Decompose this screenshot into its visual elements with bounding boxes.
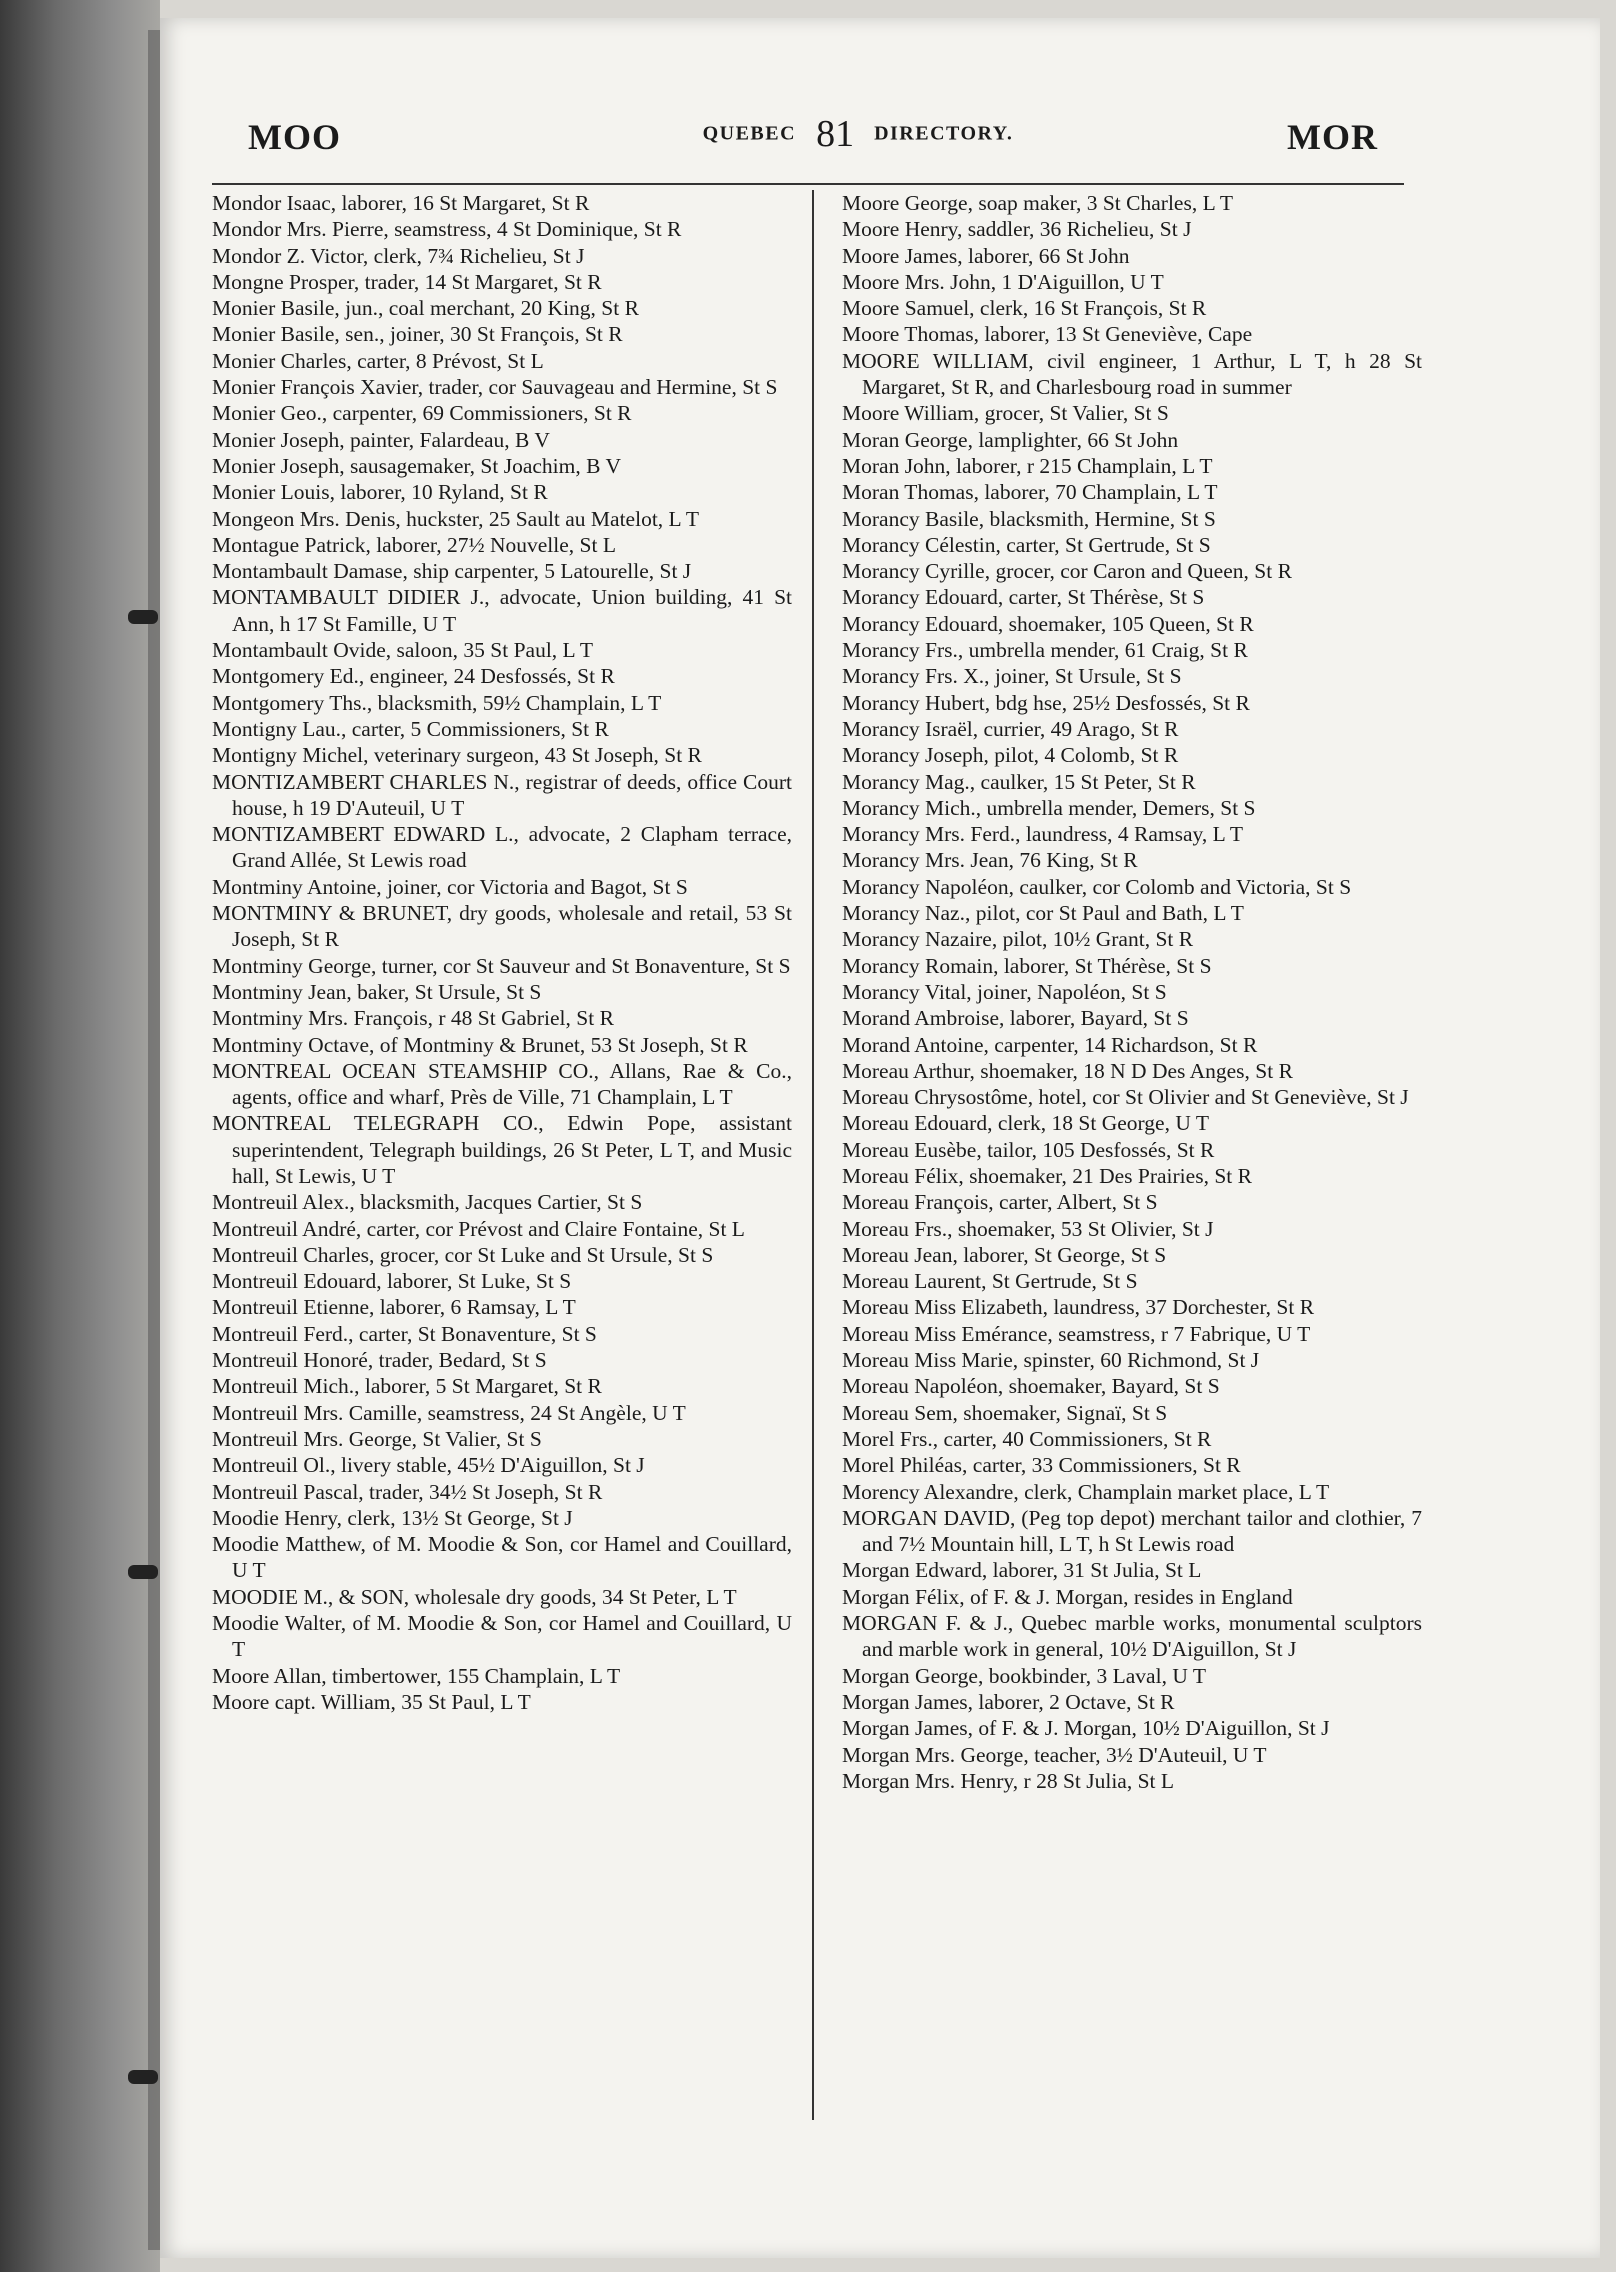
running-title	[638, 112, 1078, 156]
directory-entry: Montgomery Ed., engineer, 24 Desfossés, St R	[212, 664, 615, 689]
directory-entry: Montreuil Edouard, laborer, St Luke, St S	[212, 1269, 572, 1294]
directory-entry: Morancy Romain, laborer, St Thérèse, St S	[842, 953, 1212, 978]
binding-clip-mark	[128, 2070, 158, 2084]
left-column	[212, 190, 792, 1715]
book-spine	[0, 0, 160, 2272]
directory-entry: Morancy Napoléon, caulker, cor Colomb and Victoria, St S	[842, 874, 1352, 899]
directory-entry: Morgan George, bookbinder, 3 Laval, U T	[842, 1663, 1206, 1688]
directory-entry: Mongeon Mrs. Denis, huckster, 25 Sault au Matelot, L T	[212, 506, 700, 531]
right-guide-word: MOR	[1287, 117, 1378, 157]
directory-entry: Moreau Napoléon, shoemaker, Bayard, St S	[842, 1374, 1220, 1399]
directory-entry: Monier Basile, sen., joiner, 30 St François, St R	[212, 322, 623, 347]
directory-entry: Moore capt. William, 35 St Paul, L T	[212, 1689, 531, 1714]
directory-entry: MONTIZAMBERT CHARLES N., registrar of deeds, office Court house, h 19 D'Auteuil, U T	[212, 769, 792, 820]
directory-entry: Morancy Basile, blacksmith, Hermine, St S	[842, 506, 1216, 531]
directory-entry: Montreuil Mrs. George, St Valier, St S	[212, 1426, 542, 1451]
directory-entry: Montgomery Ths., blacksmith, 59½ Champlain, L T	[212, 690, 662, 715]
directory-entry: Monier Louis, laborer, 10 Ryland, St R	[212, 480, 548, 505]
directory-entry: Morancy Nazaire, pilot, 10½ Grant, St R	[842, 927, 1194, 952]
directory-entry: Mondor Mrs. Pierre, seamstress, 4 St Dominique, St R	[212, 217, 682, 242]
running-title-word: DIRECTORY.	[874, 122, 1014, 145]
directory-entry: Monier Joseph, painter, Falardeau, B V	[212, 427, 550, 452]
directory-entry: MONTIZAMBERT EDWARD L., advocate, 2 Clapham terrace, Grand Allée, St Lewis road	[212, 822, 792, 873]
directory-entry: Morgan James, laborer, 2 Octave, St R	[842, 1689, 1175, 1714]
directory-entry: Montminy Octave, of Montminy & Brunet, 53 St Joseph, St R	[212, 1032, 748, 1057]
directory-entry: Mondor Z. Victor, clerk, 7¾ Richelieu, St J	[212, 243, 585, 268]
directory-entry: Montminy Jean, baker, St Ursule, St S	[212, 979, 542, 1004]
directory-entry: Montreuil Etienne, laborer, 6 Ramsay, L T	[212, 1295, 576, 1320]
directory-entry: Monier Charles, carter, 8 Prévost, St L	[212, 348, 544, 373]
directory-entry: MONTREAL OCEAN STEAMSHIP CO., Allans, Rae & Co., agents, office and wharf, Près de Ville, 71 Champlain, L T	[212, 1058, 792, 1110]
directory-entry: MONTAMBAULT DIDIER J., advocate, Union building, 41 St Ann, h 17 St Famille, U T	[212, 585, 792, 636]
directory-entry: Moreau Arthur, shoemaker, 18 N D Des Anges, St R	[842, 1058, 1293, 1083]
directory-entry: Morgan Edward, laborer, 31 St Julia, St L	[842, 1558, 1202, 1583]
header-rule	[212, 183, 1404, 185]
directory-entry: Morgan Mrs. George, teacher, 3½ D'Auteuil, U T	[842, 1742, 1267, 1767]
directory-entry: Moreau Sem, shoemaker, Signaï, St S	[842, 1400, 1168, 1425]
directory-entry: Montreuil Honoré, trader, Bedard, St S	[212, 1348, 547, 1373]
directory-entry: Moreau Edouard, clerk, 18 St George, U T	[842, 1111, 1210, 1136]
directory-entry: Morand Antoine, carpenter, 14 Richardson, St R	[842, 1032, 1258, 1057]
directory-entry: Moore Thomas, laborer, 13 St Geneviève, Cape	[842, 322, 1253, 347]
directory-entry: Monier Geo., carpenter, 69 Commissioners, St R	[212, 401, 632, 426]
directory-entry: Morel Philéas, carter, 33 Commissioners, St R	[842, 1453, 1241, 1478]
directory-entry: MOORE WILLIAM, civil engineer, 1 Arthur, L T, h 28 St Margaret, St R, and Charlesbourg road in summer	[842, 348, 1422, 400]
directory-entry: Moore Mrs. John, 1 D'Aiguillon, U T	[842, 269, 1164, 294]
directory-entry: Montigny Michel, veterinary surgeon, 43 St Joseph, St R	[212, 743, 702, 768]
directory-entry: Montigny Lau., carter, 5 Commissioners, St R	[212, 716, 609, 741]
directory-entry: Moran Thomas, laborer, 70 Champlain, L T	[842, 480, 1218, 505]
directory-entry: Morancy Célestin, carter, St Gertrude, St S	[842, 532, 1211, 557]
directory-entry: Montreuil Pascal, trader, 34½ St Joseph, St R	[212, 1479, 603, 1504]
directory-entry: Moore Allan, timbertower, 155 Champlain, L T	[212, 1663, 621, 1688]
directory-entry: Morancy Israël, currier, 49 Arago, St R	[842, 716, 1179, 741]
directory-entry: Montminy George, turner, cor St Sauveur and St Bonaventure, St S	[212, 953, 791, 978]
directory-entry: MORGAN F. & J., Quebec marble works, monumental sculptors and marble work in general, 10½ D'Aiguillon, St J	[842, 1611, 1422, 1662]
directory-entry: Moreau Miss Elizabeth, laundress, 37 Dorchester, St R	[842, 1295, 1315, 1320]
directory-entry: Montambault Ovide, saloon, 35 St Paul, L T	[212, 638, 594, 663]
directory-entry: Moreau Chrysostôme, hotel, cor St Olivier and St Geneviève, St J	[842, 1085, 1409, 1110]
directory-entry: Moreau Jean, laborer, St George, St S	[842, 1242, 1167, 1267]
right-column	[842, 190, 1422, 1794]
directory-entry: Moore George, soap maker, 3 St Charles, L T	[842, 191, 1234, 215]
directory-entry: Morgan Mrs. Henry, r 28 St Julia, St L	[842, 1768, 1175, 1793]
directory-entry: Morancy Mag., caulker, 15 St Peter, St R	[842, 769, 1196, 794]
directory-entry: Morency Alexandre, clerk, Champlain market place, L T	[842, 1479, 1330, 1504]
directory-entry: Monier François Xavier, trader, cor Sauvageau and Hermine, St S	[212, 375, 778, 400]
directory-entry: Montminy Mrs. François, r 48 St Gabriel, St R	[212, 1006, 614, 1031]
running-title-city: QUEBEC	[702, 122, 797, 145]
directory-entry: Montreuil Ol., livery stable, 45½ D'Aiguillon, St J	[212, 1453, 645, 1478]
directory-entry: Morancy Edouard, shoemaker, 105 Queen, St R	[842, 611, 1254, 636]
directory-entry: Morgan James, of F. & J. Morgan, 10½ D'Aiguillon, St J	[842, 1716, 1330, 1741]
directory-entry: Mongne Prosper, trader, 14 St Margaret, St R	[212, 269, 602, 294]
directory-entry: Montreuil André, carter, cor Prévost and Claire Fontaine, St L	[212, 1216, 745, 1241]
directory-entry: Montminy Antoine, joiner, cor Victoria and Bagot, St S	[212, 874, 688, 899]
directory-entry: Montreuil Charles, grocer, cor St Luke and St Ursule, St S	[212, 1242, 714, 1267]
directory-entry: MONTREAL TELEGRAPH CO., Edwin Pope, assistant superintendent, Telegraph buildings, 26 St Peter, L T, and Music hall, St Lewis, U T	[212, 1111, 792, 1188]
directory-entry: Morancy Vital, joiner, Napoléon, St S	[842, 979, 1167, 1004]
directory-entry: Moreau Frs., shoemaker, 53 St Olivier, St J	[842, 1216, 1214, 1241]
directory-entry: Morancy Joseph, pilot, 4 Colomb, St R	[842, 743, 1179, 768]
directory-entry: Morand Ambroise, laborer, Bayard, St S	[842, 1006, 1189, 1031]
binding-clip-mark	[128, 610, 158, 624]
page-header	[248, 112, 1378, 172]
directory-entry: MOODIE M., & SON, wholesale dry goods, 34 St Peter, L T	[212, 1584, 737, 1609]
directory-entry: Moore James, laborer, 66 St John	[842, 243, 1130, 268]
directory-entry: Mondor Isaac, laborer, 16 St Margaret, St R	[212, 191, 590, 215]
directory-entry: Morancy Mrs. Jean, 76 King, St R	[842, 848, 1138, 873]
directory-entry: Morancy Frs. X., joiner, St Ursule, St S	[842, 664, 1182, 689]
directory-entry: Moodie Matthew, of M. Moodie & Son, cor Hamel and Couillard, U T	[212, 1532, 792, 1583]
left-guide-word: MOO	[248, 117, 341, 157]
directory-entry: Monier Joseph, sausagemaker, St Joachim, B V	[212, 453, 621, 478]
directory-entry: Moran George, lamplighter, 66 St John	[842, 427, 1179, 452]
directory-entry: Montreuil Ferd., carter, St Bonaventure, St S	[212, 1321, 597, 1346]
directory-entry: Moreau Miss Emérance, seamstress, r 7 Fabrique, U T	[842, 1321, 1311, 1346]
directory-entry: Montreuil Alex., blacksmith, Jacques Cartier, St S	[212, 1190, 643, 1215]
directory-entry: Morancy Edouard, carter, St Thérèse, St S	[842, 585, 1205, 610]
directory-entry: Moreau Laurent, St Gertrude, St S	[842, 1269, 1138, 1294]
directory-entry: Moreau Miss Marie, spinster, 60 Richmond, St J	[842, 1348, 1260, 1373]
directory-entry: Montreuil Mrs. Camille, seamstress, 24 St Angèle, U T	[212, 1400, 686, 1425]
directory-entry: Moore William, grocer, St Valier, St S	[842, 401, 1169, 426]
directory-entry: Morgan Félix, of F. & J. Morgan, resides in England	[842, 1584, 1293, 1609]
directory-entry: Montambault Damase, ship carpenter, 5 Latourelle, St J	[212, 559, 692, 584]
directory-entry: Montague Patrick, laborer, 27½ Nouvelle, St L	[212, 532, 616, 557]
directory-entry: Moodie Walter, of M. Moodie & Son, cor Hamel and Couillard, U T	[212, 1611, 792, 1662]
directory-entry: MONTMINY & BRUNET, dry goods, wholesale and retail, 53 St Joseph, St R	[212, 901, 792, 952]
directory-entry: Morancy Naz., pilot, cor St Paul and Bath, L T	[842, 901, 1244, 926]
directory-entry: MORGAN DAVID, (Peg top depot) merchant tailor and clothier, 7 and 7½ Mountain hill, L T, h St Lewis road	[842, 1505, 1422, 1557]
directory-entry: Moodie Henry, clerk, 13½ St George, St J	[212, 1505, 573, 1530]
page-number: 81	[816, 113, 855, 155]
directory-entry: Moore Samuel, clerk, 16 St François, St R	[842, 296, 1207, 321]
directory-entry: Morancy Mich., umbrella mender, Demers, St S	[842, 795, 1256, 820]
directory-entry: Morancy Cyrille, grocer, cor Caron and Queen, St R	[842, 559, 1292, 584]
column-divider	[812, 190, 814, 2120]
directory-entry: Moran John, laborer, r 215 Champlain, L T	[842, 453, 1213, 478]
directory-entry: Moreau Félix, shoemaker, 21 Des Prairies, St R	[842, 1163, 1252, 1188]
directory-entry: Morancy Hubert, bdg hse, 25½ Desfossés, St R	[842, 690, 1250, 715]
directory-entry: Morancy Mrs. Ferd., laundress, 4 Ramsay, L T	[842, 822, 1244, 847]
directory-entry: Moreau Eusèbe, tailor, 105 Desfossés, St R	[842, 1137, 1215, 1162]
directory-entry: Monier Basile, jun., coal merchant, 20 King, St R	[212, 296, 639, 321]
directory-entry: Morel Frs., carter, 40 Commissioners, St R	[842, 1426, 1212, 1451]
directory-entry: Moore Henry, saddler, 36 Richelieu, St J	[842, 217, 1192, 242]
directory-entry: Morancy Frs., umbrella mender, 61 Craig, St R	[842, 638, 1248, 663]
directory-entry: Montreuil Mich., laborer, 5 St Margaret, St R	[212, 1374, 602, 1399]
directory-entry: Moreau François, carter, Albert, St S	[842, 1190, 1158, 1215]
binding-clip-mark	[128, 1565, 158, 1579]
